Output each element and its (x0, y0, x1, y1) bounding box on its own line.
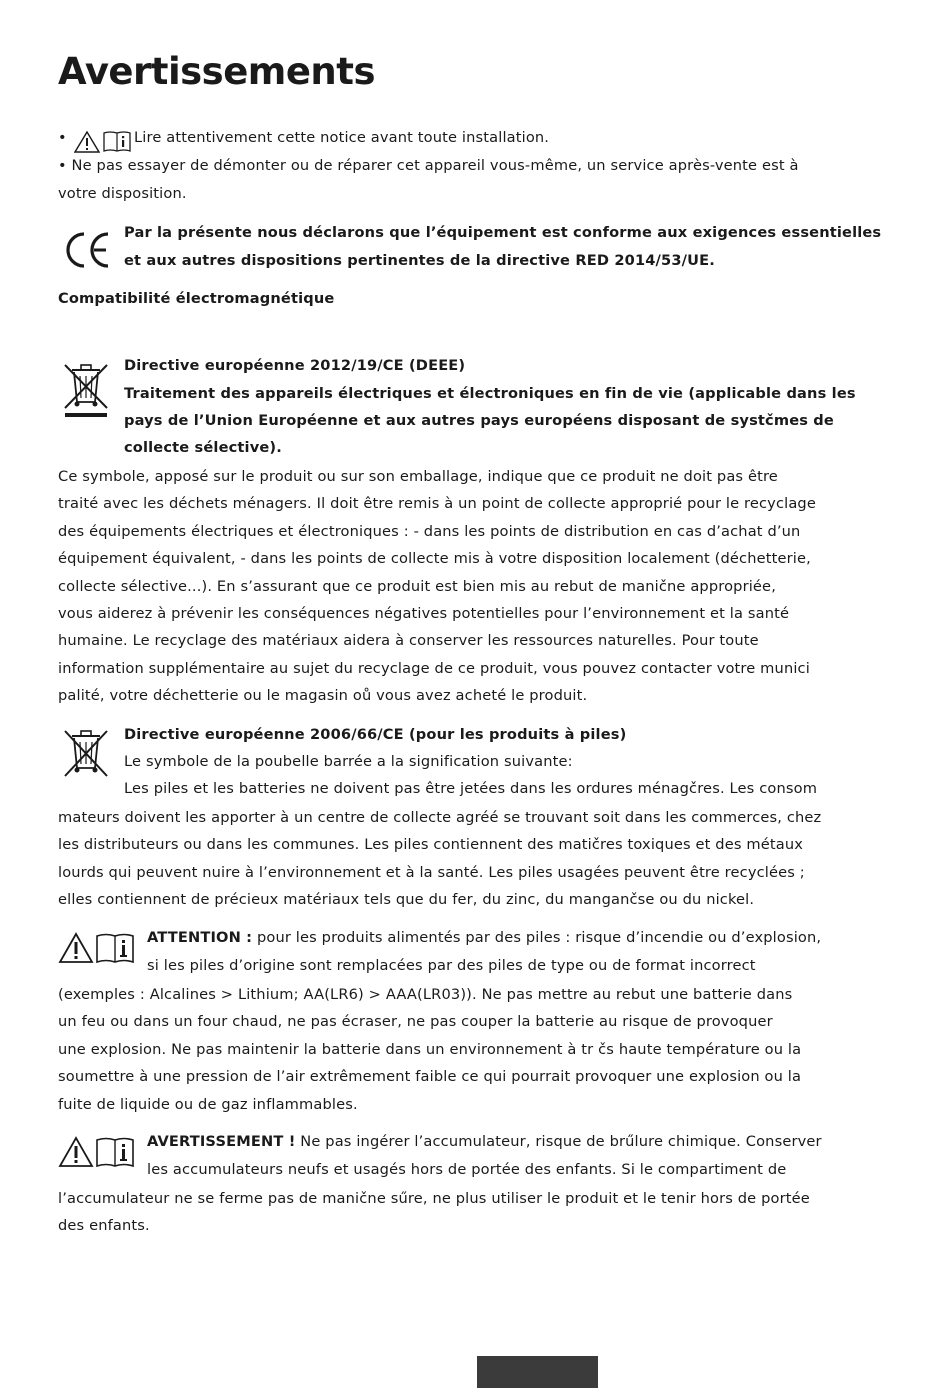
emc-heading: Compatibilité électromagnétique (58, 290, 335, 307)
paragraph-line: Ce symbole, apposé sur le produit ou sur son emballage, indique que ce produit ne doit pas être (58, 468, 778, 485)
paragraph-line: une explosion. Ne pas maintenir la batterie dans un environnement à tr čs haute température ou la (58, 1040, 802, 1058)
avertissement-body (58, 1185, 858, 1240)
paragraph-line: soumettre à une pression de l’air extrêmement faible ce qui pourrait provoquer une explosion ou la (58, 1068, 802, 1086)
page-title: Avertissements (58, 50, 375, 93)
paragraph-line: (exemples : Alcalines > Lithium; AA(LR6) > AAA(LR03)). Ne pas mettre au rebut une batterie dans (58, 986, 793, 1003)
bullet: • (58, 129, 67, 146)
warning-triangle-icon (58, 932, 94, 964)
ce-declaration-line-1: Par la présente nous déclarons que l’équipement est conforme aux exigences essentielles (124, 224, 882, 241)
piles-line-1: Le symbole de la poubelle barrée a la signification suivante: (124, 753, 573, 770)
piles-line-2: Les piles et les batteries ne doivent pas être jetées dans les ordures ménagčres. Les consom (124, 780, 818, 797)
warning-triangle-icon (58, 1136, 94, 1168)
intro-text-1: Lire attentivement cette notice avant toute installation. (134, 129, 550, 146)
deee-heading: Directive européenne 2012/19/CE (DEEE) (124, 357, 466, 374)
paragraph-line: humaine. Le recyclage des matériaux aidera à conserver les ressources naturelles. Pour toute (58, 632, 759, 650)
avertissement-text: Ne pas ingérer l’accumulateur, risque de brűlure chimique. Conserver (295, 1133, 822, 1150)
paragraph-line: fuite de liquide ou de gaz inflammables. (58, 1095, 358, 1113)
ce-mark-icon (64, 230, 112, 270)
deee-body (58, 463, 858, 710)
paragraph-line: information supplémentaire au sujet du recyclage de ce produit, vous pouvez contacter votre munici (58, 659, 810, 677)
avertissement-line-2: les accumulateurs neufs et usagés hors de portée des enfants. Si le compartiment de (147, 1161, 787, 1178)
intro-line-2: • Ne pas essayer de démonter ou de réparer cet appareil vous-même, un service après-vente est à (58, 157, 799, 174)
ce-declaration-line-2: et aux autres dispositions pertinentes de la directive RED 2014/53/UE. (124, 252, 715, 269)
paragraph-line: des équipements électriques et électroniques : - dans les points de distribution en cas d’achat d’un (58, 522, 801, 540)
piles-body (58, 804, 858, 914)
crossed-bin-icon (62, 362, 110, 420)
warning-triangle-icon (74, 131, 100, 153)
paragraph-line: équipement équivalent, - dans les points de collecte mis à votre disposition localement (déchetterie, (58, 550, 811, 568)
paragraph-line: des enfants. (58, 1217, 150, 1235)
intro-line-1 (58, 129, 550, 146)
manual-info-icon (95, 932, 135, 964)
paragraph-line: vous aiderez à prévenir les conséquences négatives potentielles pour l’environnement et la santé (58, 605, 790, 623)
avertissement-label: AVERTISSEMENT ! (147, 1133, 296, 1150)
attention-line-1 (147, 929, 821, 946)
paragraph-line: lourds qui peuvent nuire à l’environnement et à la santé. Les piles usagées peuvent être recyclées ; (58, 863, 805, 881)
paragraph-line: un feu ou dans un four chaud, ne pas écraser, ne pas couper la batterie au risque de provoquer (58, 1013, 773, 1031)
deee-sub-3: collecte sélective). (124, 439, 282, 456)
paragraph-line: elles contiennent de précieux matériaux tels que du fer, du zinc, du mangančse ou du nickel. (58, 891, 755, 909)
paragraph-line: l’accumulateur ne se ferme pas de manične sűre, ne plus utiliser le produit et le tenir hors de portée (58, 1190, 810, 1207)
intro-line-3: votre disposition. (58, 185, 187, 202)
manual-info-icon (102, 130, 132, 152)
attention-label: ATTENTION : (147, 929, 253, 946)
page-footer-tab (477, 1356, 598, 1388)
attention-body (58, 981, 858, 1118)
crossed-bin-icon (62, 728, 110, 778)
paragraph-line: collecte sélective...). En s’assurant que ce produit est bien mis au rebut de manične appropriée, (58, 577, 776, 595)
paragraph-line: palité, votre déchetterie ou le magasin oů vous avez acheté le produit. (58, 687, 588, 705)
paragraph-line: traité avec les déchets ménagers. Il doit être remis à un point de collecte approprié pour le recyclage (58, 495, 816, 513)
paragraph-line: les distributeurs ou dans les communes. Les piles contiennent des matičres toxiques et des métaux (58, 836, 804, 854)
deee-sub-2: pays de l’Union Européenne et aux autres pays européens disposant de systčmes de (124, 412, 834, 429)
paragraph-line: mateurs doivent les apporter à un centre de collecte agréé se trouvant soit dans les commerces, chez (58, 809, 822, 826)
deee-sub-1: Traitement des appareils électriques et électroniques en fin de vie (applicable dans les (124, 385, 856, 402)
piles-heading: Directive européenne 2006/66/CE (pour les produits à piles) (124, 726, 627, 743)
attention-line-2: si les piles d’origine sont remplacées par des piles de type ou de format incorrect (147, 957, 756, 974)
manual-info-icon (95, 1136, 135, 1168)
attention-text: pour les produits alimentés par des piles : risque d’incendie ou d’explosion, (252, 929, 822, 946)
avertissement-line-1 (147, 1133, 822, 1150)
